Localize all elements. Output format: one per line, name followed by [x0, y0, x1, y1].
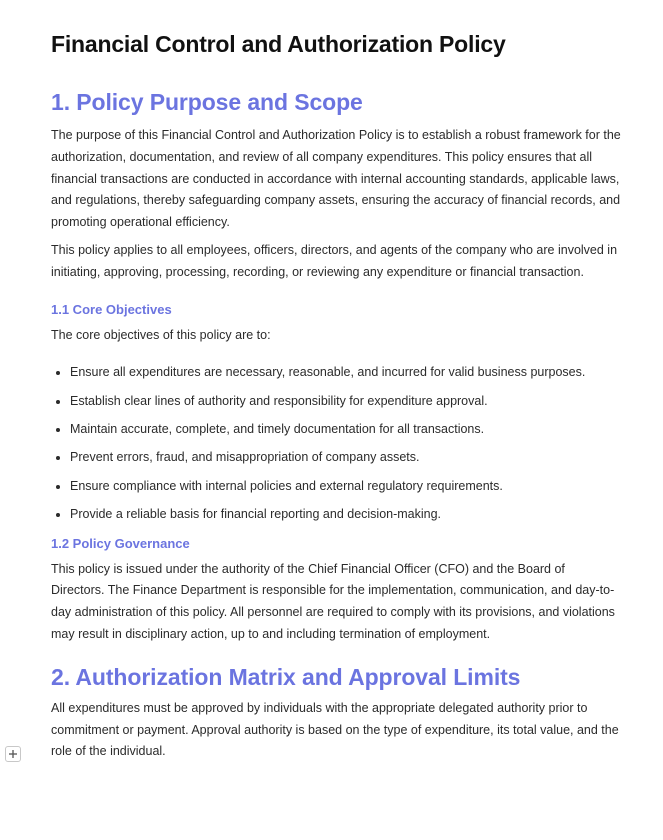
section-1-paragraph-scope[interactable]: This policy applies to all employees, officers, directors, and agents of the company who are involved in initiating, approving, processing, recording, or reviewing any expenditure or financial transaction. [51, 242, 618, 279]
subsection-1-1-heading[interactable]: 1.1 Core Objectives [51, 301, 172, 317]
list-item[interactable]: Provide a reliable basis for financial reporting and decision-making. [51, 504, 621, 526]
section-2-paragraph[interactable]: All expenditures must be approved by individuals with the appropriate delegated authority prior to commitment or payment. Approval authority is based on the type of expenditure, its total value, and the role of the individual. [51, 700, 619, 759]
core-objectives-list [51, 362, 621, 525]
list-item[interactable]: Ensure all expenditures are necessary, reasonable, and incurred for valid business purposes. [51, 362, 621, 384]
section-2-heading[interactable]: 2. Authorization Matrix and Approval Limits [51, 663, 521, 690]
policy-governance-paragraph[interactable]: This policy is issued under the authority of the Chief Financial Officer (CFO) and the Board of Directors. The Finance Department is responsible for the implementation, communication, and day-to-day administration of this policy. All personnel are required to comply with its provisions, and violations may result in disciplinary action, up to and including termination of employment. [51, 561, 615, 642]
plus-icon [6, 747, 20, 761]
document-title[interactable]: Financial Control and Authorization Policy [51, 31, 506, 57]
subsection-1-2-heading[interactable]: 1.2 Policy Governance [51, 535, 190, 551]
core-objectives-intro[interactable]: The core objectives of this policy are to: [51, 327, 271, 342]
list-item[interactable]: Ensure compliance with internal policies and external regulatory requirements. [51, 476, 621, 498]
list-item[interactable]: Maintain accurate, complete, and timely documentation for all transactions. [51, 419, 621, 441]
section-1-paragraph-purpose[interactable]: The purpose of this Financial Control and Authorization Policy is to establish a robust framework for the authorization, documentation, and review of all company expenditures. This policy ensures that all financial transactions are conducted in accordance with internal accounting standards, applicable laws, and regulations, thereby safeguarding company assets, ensuring the accuracy of financial records, and promoting operational efficiency. [51, 128, 621, 230]
list-item[interactable]: Establish clear lines of authority and responsibility for expenditure approval. [51, 391, 621, 413]
document-body [51, 26, 621, 763]
list-item[interactable]: Prevent errors, fraud, and misappropriation of company assets. [51, 447, 621, 469]
section-1-heading[interactable]: 1. Policy Purpose and Scope [51, 89, 363, 115]
add-block-button[interactable] [5, 746, 21, 762]
